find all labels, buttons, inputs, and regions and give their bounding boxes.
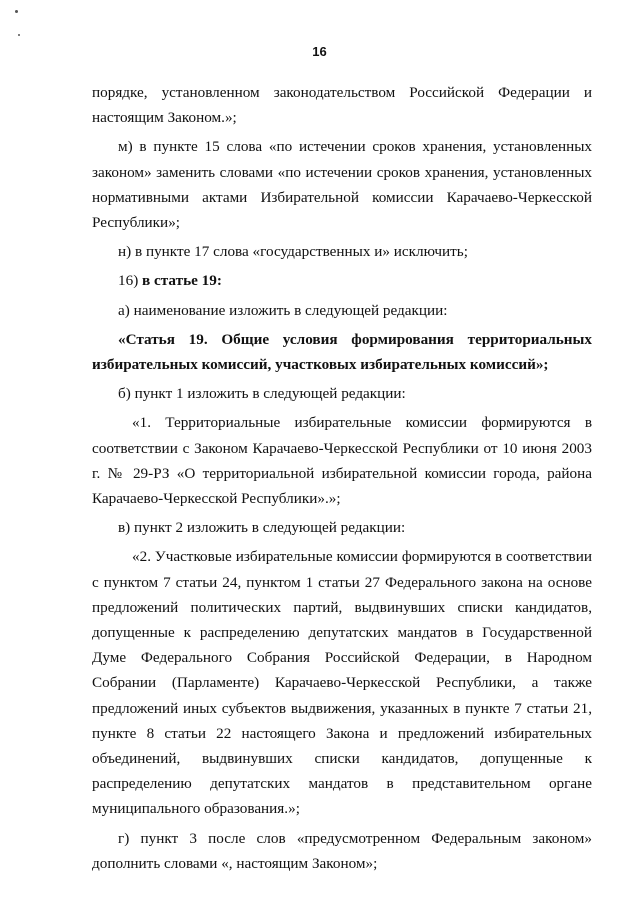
paragraph: б) пункт 1 изложить в следующей редакции: [118,385,406,403]
article-heading: «Статья 19. Общие условия формирования территориальных избирательных комиссий, участковых избирательных комиссий»; [92,330,592,374]
paragraph: порядке, установленном законодательством Российской Федерации и настоящим Законом.»; [92,84,592,127]
paragraph: м) в пункте 15 слова «по истечении сроков хранения, установленных законом» заменить словами «по истечении сроков хранения, установленных нормативными актами Избирательной комиссии Карачаево-Черкесской Республики»; [92,138,592,232]
item-number: 16) [118,272,139,290]
paragraph: а) наименование изложить в следующей редакции: [118,301,448,319]
document-body [92,80,592,880]
scan-speck [18,34,20,36]
paragraph: н) в пункте 17 слова «государственных и» исключить; [118,243,468,261]
scan-speck [15,10,18,13]
item-text: в статье 19: [142,272,222,290]
paragraph: «1. Территориальные избирательные комиссии формируются в соответствии с Законом Карачаево-Черкесской Республики от 10 июня 2003 г. № 29-РЗ «О территориальной избирательной комиссии города, района Карачаево-Черкесской Республики».»; [92,414,592,508]
page-number: 16 [312,44,327,59]
paragraph: г) пункт 3 после слов «предусмотренном Федеральным законом» дополнить словами «, настоящим Законом»; [92,829,592,872]
paragraph: «2. Участковые избирательные комиссии формируются в соответствии с пунктом 7 статьи 24, пунктом 1 статьи 27 Федерального закона на основе предложений политических партий, выдвинувших списки кандидатов, допущенные к распределению депутатских мандатов в Государственной Думе Федерального Собрания Российской Федерации, в Народном Собрании (Парламенте) Карачаево-Черкесской Республики, а также предложений иных субъектов выдвижения, указанных в пункте 7 статьи 21, пункте 8 статьи 22 настоящего Закона и предложений избирательных объединений, выдвинувших списки кандидатов, допущенные к распределению депутатских мандатов в представительном органе муниципального образования.»; [92,548,592,818]
paragraph: в) пункт 2 изложить в следующей редакции: [118,519,406,537]
paragraph [92,268,592,293]
